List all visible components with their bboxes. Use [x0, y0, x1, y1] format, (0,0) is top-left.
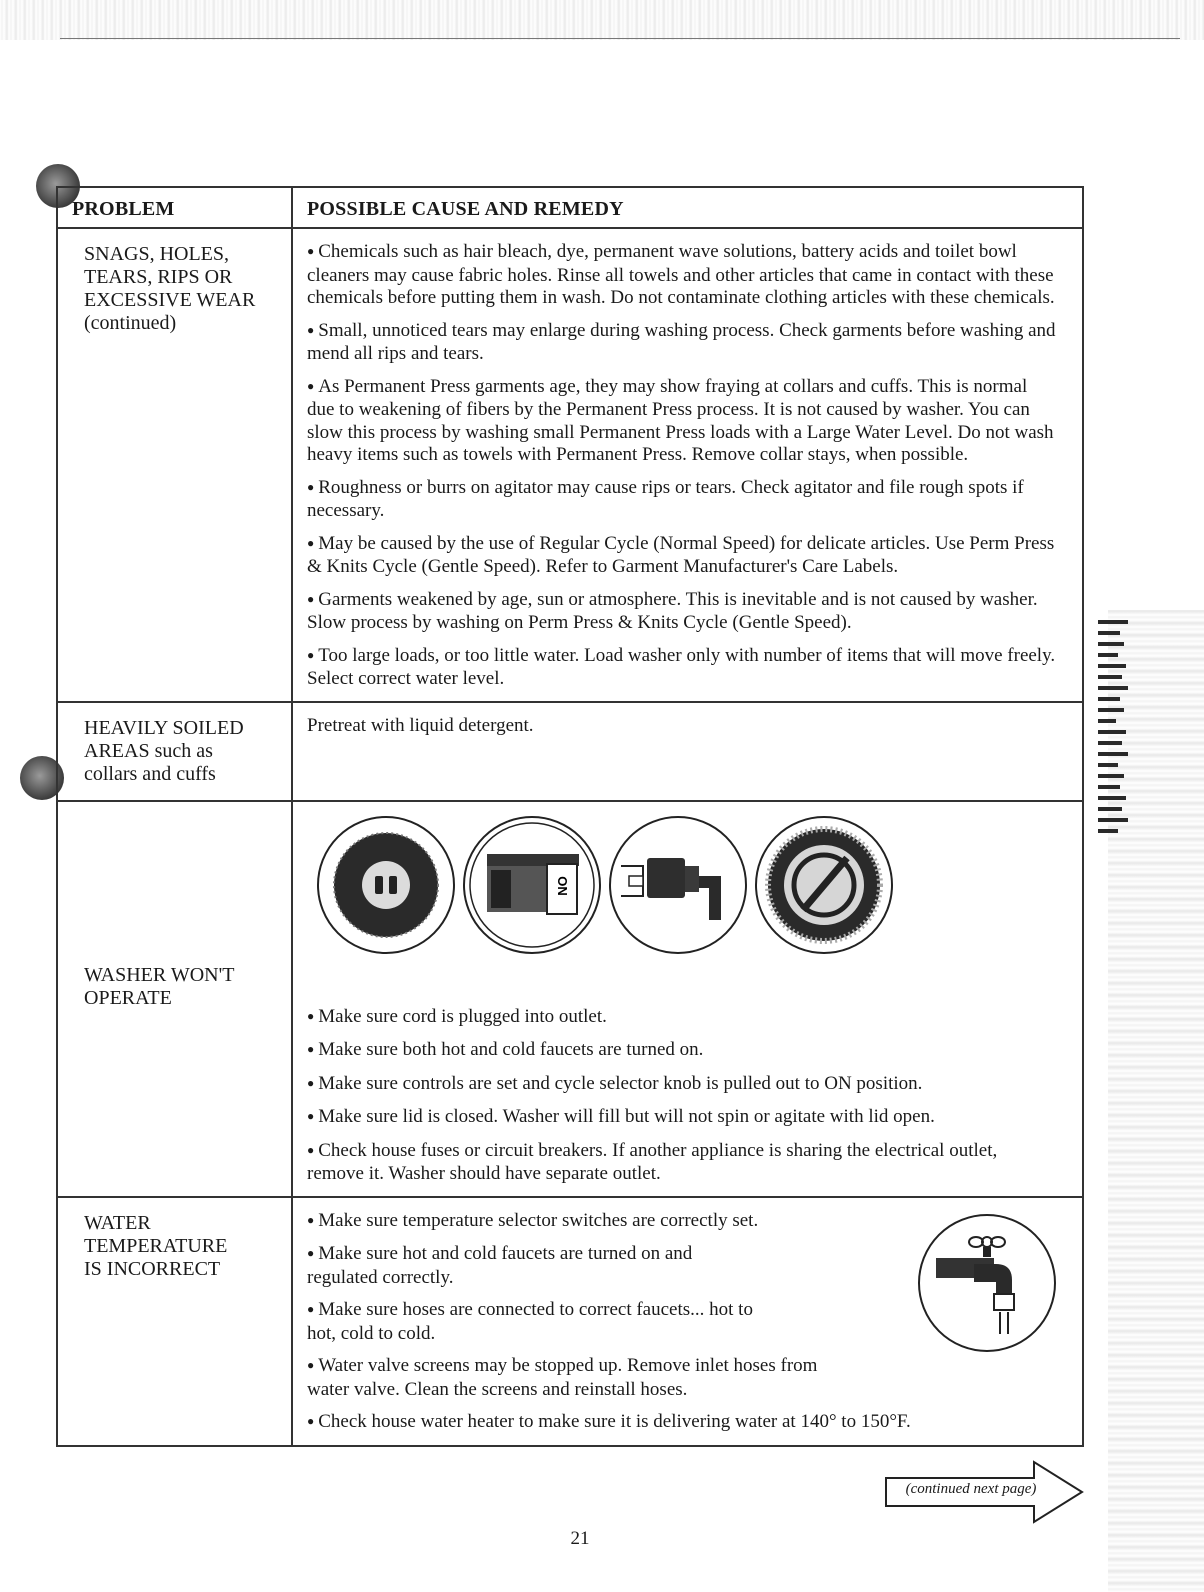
- remedy-text: Check house water heater to make sure it is delivering water at 140° to 150°F.: [318, 1411, 911, 1432]
- remedy-cell: [292, 228, 1083, 702]
- switch-on-label: ON: [555, 875, 570, 896]
- bullet-icon: ●: [307, 244, 315, 258]
- problem-line: IS INCORRECT: [84, 1257, 221, 1280]
- switch-icon: [461, 814, 603, 956]
- bullet-icon: ●: [307, 591, 315, 606]
- remedy-item: [307, 1106, 1058, 1130]
- remedy-item: [307, 1355, 847, 1401]
- remedy-text: Make sure both hot and cold faucets are turned on.: [318, 1039, 704, 1060]
- bullet-icon: ●: [307, 1414, 315, 1428]
- problem-line: TEARS, RIPS OR: [84, 266, 233, 288]
- problem-line: OPERATE: [84, 986, 172, 1009]
- dial-icon: [753, 814, 895, 956]
- bullet-icon: ●: [307, 1142, 315, 1157]
- remedy-item: [307, 645, 1058, 691]
- table-header-row: [57, 187, 1083, 228]
- bullet-icon: ●: [307, 1246, 315, 1260]
- continued-next-page: [884, 1460, 1084, 1524]
- bullet-icon: ●: [307, 1109, 315, 1123]
- problem-line: TEMPERATURE: [84, 1234, 228, 1257]
- remedy-cell: [292, 702, 1083, 801]
- problem-cell: [57, 702, 292, 801]
- remedy-item: [307, 1411, 1058, 1435]
- remedy-item: [307, 241, 1058, 310]
- remedy-text: Roughness or burrs on agitator may cause rips or tears. Check agitator and file rough spots if necessary.: [307, 476, 1024, 521]
- remedy-cell: [292, 801, 1083, 1197]
- bullet-icon: ●: [307, 1302, 315, 1316]
- remedy-text: Small, unnoticed tears may enlarge during washing process. Check garments before washing and mend all rips and tears.: [307, 319, 1056, 364]
- remedy-item: [307, 1299, 767, 1345]
- remedy-text: Too large loads, or too little water. Load washer only with number of items that will move freely. Select correct water level.: [307, 644, 1056, 689]
- remedy-text: Garments weakened by age, sun or atmosphere. This is inevitable and is not caused by washer. Slow process by washing on Perm Press & Knits Cycle (Gentle Speed).: [307, 588, 1038, 633]
- remedy-text: As Permanent Press garments age, they may show fraying at collars and cuffs. This is normal due to weakening of fibers by the Permanent Press process. It is not caused by washer. You can slow this process by washing small Permanent Press loads with a Large Water Level. Do not wash heavy items such as towels with Permanent Press. Remove collar stays, when possible.: [307, 375, 1054, 465]
- scan-right-marks: [1098, 620, 1132, 950]
- icon-strip: [307, 810, 1058, 1006]
- remedy-item: [307, 1140, 1058, 1186]
- bullet-icon: ●: [307, 1075, 315, 1090]
- continued-label: (continued next page): [905, 1481, 1037, 1497]
- remedy-item: [307, 589, 1058, 635]
- problem-cell: [57, 801, 292, 1197]
- scan-top-band: [0, 0, 1204, 40]
- faucet-icon: [916, 1212, 1058, 1354]
- outlet-icon: [315, 814, 457, 956]
- bullet-icon: ●: [307, 479, 315, 494]
- problem-line: SNAGS, HOLES,: [84, 243, 230, 265]
- bullet-icon: ●: [307, 647, 315, 662]
- remedy-item: [307, 320, 1058, 366]
- remedy-text: May be caused by the use of Regular Cycle (Normal Speed) for delicate articles. Use Perm Press & Knits Cycle (Gentle Speed). Refer to Garment Manufacturer's Care Labels.: [307, 532, 1055, 577]
- remedy-text: Make sure temperature selector switches are correctly set.: [318, 1209, 759, 1231]
- problem-line: WATER: [84, 1211, 151, 1234]
- table-row: [57, 702, 1083, 801]
- remedy-text: Pretreat with liquid detergent.: [307, 714, 534, 736]
- remedy-header: POSSIBLE CAUSE AND REMEDY: [292, 187, 1083, 228]
- remedy-text: Make sure hot and cold faucets are turned on and regulated correctly.: [307, 1243, 693, 1288]
- remedy-item: [307, 1073, 1058, 1097]
- bullet-icon: ●: [307, 378, 315, 393]
- remedy-text: Make sure hoses are connected to correct faucets... hot to hot, cold to cold.: [307, 1299, 753, 1344]
- remedy-text: Make sure cord is plugged into outlet.: [318, 1005, 607, 1027]
- problem-line: WASHER WON'T: [84, 963, 235, 986]
- page-number: 21: [570, 1528, 590, 1549]
- plug-icon: [607, 814, 749, 956]
- remedy-text: Make sure controls are set and cycle selector knob is pulled out to ON position.: [318, 1072, 923, 1094]
- problem-cell: [57, 1197, 292, 1446]
- table-row: [57, 1197, 1083, 1446]
- remedy-item: [307, 376, 1058, 467]
- bullet-icon: ●: [307, 535, 315, 550]
- remedy-item: [307, 533, 1058, 579]
- remedy-cell: [292, 1197, 1083, 1446]
- troubleshooting-table: [56, 186, 1084, 1447]
- remedy-item: [307, 1039, 1058, 1063]
- remedy-item: [307, 477, 1058, 523]
- remedy-item: [307, 1006, 1058, 1030]
- table-row: [57, 801, 1083, 1197]
- remedy-text: Chemicals such as hair bleach, dye, permanent wave solutions, battery acids and toilet bowl cleaners may cause fabric holes. Rinse all towels and other articles that came in contact with these chemicals before putting them in wash. Do not contaminate clothing articles with these chemicals.: [307, 241, 1055, 308]
- remedy-text: Make sure lid is closed. Washer will fill but will not spin or agitate with lid open.: [318, 1106, 935, 1127]
- remedy-text: Water valve screens may be stopped up. Remove inlet hoses from water valve. Clean the screens and reinstall hoses.: [307, 1355, 818, 1400]
- bullet-icon: ●: [307, 1358, 315, 1372]
- bullet-icon: ●: [307, 1008, 315, 1023]
- remedy-text: Check house fuses or circuit breakers. If another appliance is sharing the electrical outlet, remove it. Washer should have separate outlet.: [307, 1139, 998, 1184]
- problem-line: HEAVILY SOILED: [84, 716, 244, 739]
- problem-line: (continued): [84, 312, 177, 334]
- problem-line: collars and cuffs: [84, 762, 216, 785]
- problem-cell: [57, 228, 292, 702]
- problem-line: AREAS such as: [84, 739, 213, 762]
- bullet-icon: ●: [307, 1042, 315, 1056]
- problem-header: PROBLEM: [57, 187, 292, 228]
- remedy-item: [307, 1243, 747, 1289]
- problem-line: EXCESSIVE WEAR: [84, 289, 256, 311]
- scan-top-line: [60, 38, 1180, 39]
- table-row: [57, 228, 1083, 702]
- bullet-icon: ●: [307, 322, 315, 337]
- bullet-icon: ●: [307, 1212, 315, 1227]
